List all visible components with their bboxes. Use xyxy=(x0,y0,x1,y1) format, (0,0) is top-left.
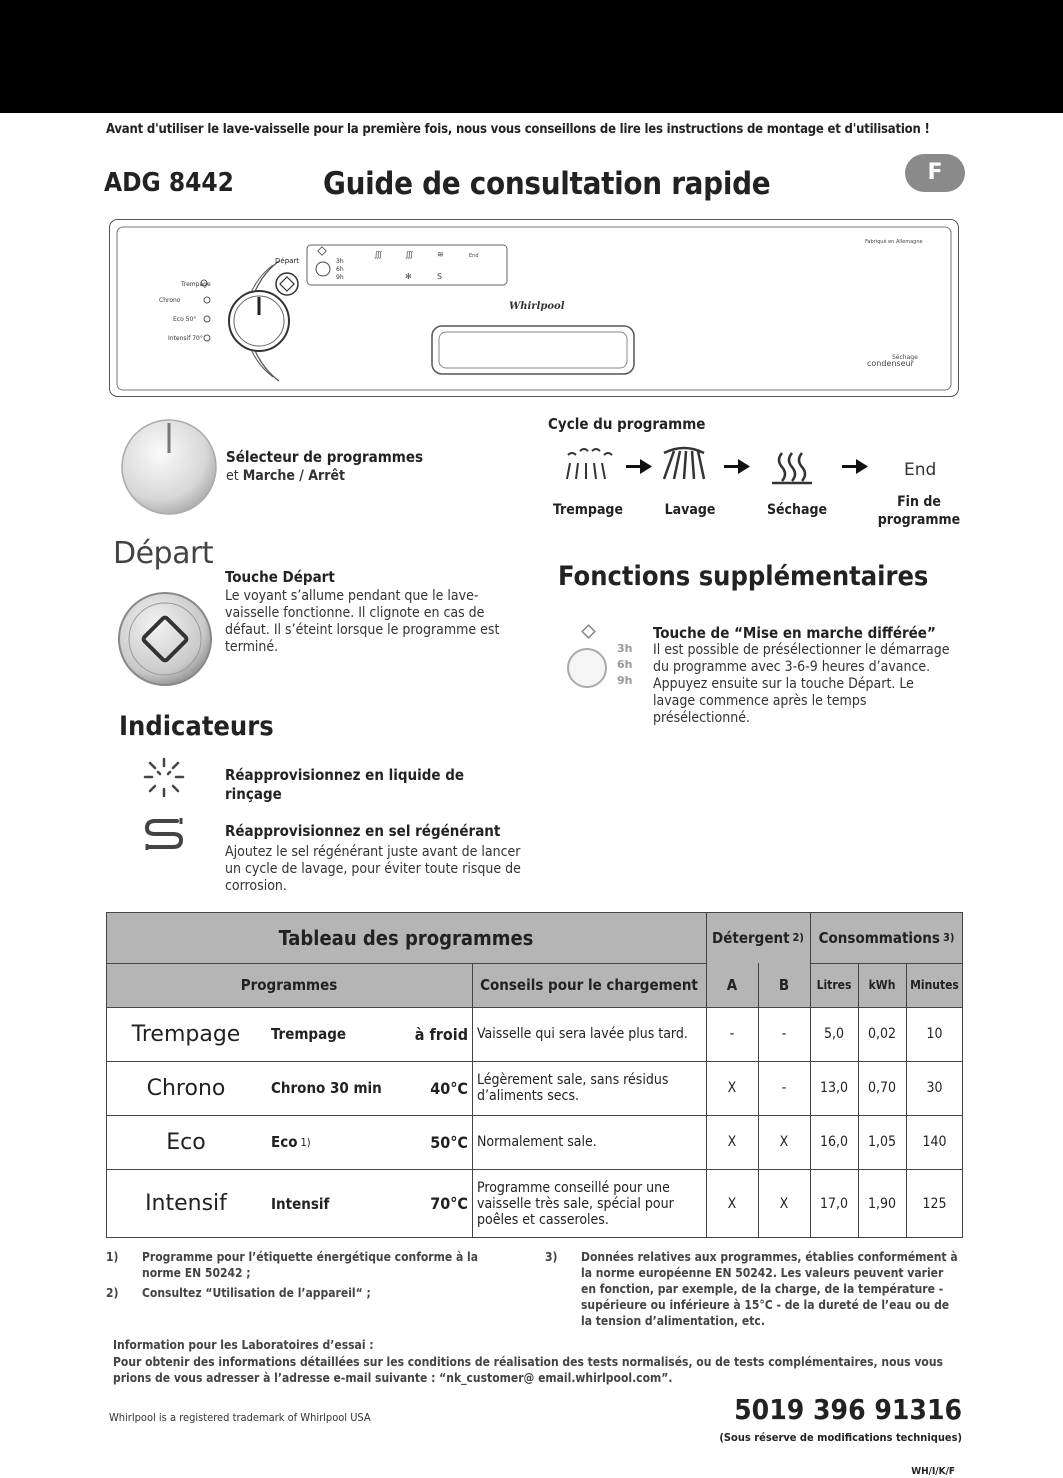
row-kwh: 1,05 xyxy=(867,1134,897,1150)
row-name: Trempage xyxy=(271,1025,347,1043)
control-panel-illustration xyxy=(109,219,959,397)
table-rule xyxy=(706,912,707,1238)
program-table xyxy=(106,912,963,1238)
row-minutes: 30 xyxy=(926,1080,943,1096)
row-temp: 70°C xyxy=(430,1194,468,1213)
cycle-step-fin: Fin de programme xyxy=(877,494,961,528)
panel-brand-logo: Whirlpool xyxy=(509,301,565,312)
consumption-label: Consommations xyxy=(818,928,940,947)
table-border xyxy=(106,1237,963,1238)
detergent-header xyxy=(706,912,810,963)
row-name: Chrono 30 min xyxy=(271,1079,382,1097)
panel-condenseur: condenseur xyxy=(867,359,914,368)
row-conseil: Normalement sale. xyxy=(477,1134,597,1150)
table-rule xyxy=(906,963,907,1238)
svg-text:∭: ∭ xyxy=(374,250,383,259)
table-rule xyxy=(858,963,859,1238)
table-rule xyxy=(106,1061,963,1062)
row-a: X xyxy=(727,1134,737,1150)
delayed-start-description: Il est possible de présélectionner le démarrage du programme avec 3-6-9 heures d’avance. Appuyez ensuite sur la touche Départ. Le lavage commence après le temps présélectionné. xyxy=(653,642,950,726)
labs-text: Pour obtenir des informations détaillées sur les conditions de réalisation des tests normalisés, ou de tests complémentaires, nous vous prions de vous adresser à l’adresse e-mail suivante : “nk_customer@ email.whirlpool.com”. xyxy=(113,1355,943,1385)
arrow-icon xyxy=(724,459,750,474)
row-kwh: 1,90 xyxy=(867,1195,897,1212)
col-kwh: kWh xyxy=(858,963,906,1007)
col-a: A xyxy=(706,963,758,1007)
footnote-num: 1) xyxy=(106,1250,119,1264)
svg-text:✻: ✻ xyxy=(405,272,412,281)
cycle-step-trempage: Trempage xyxy=(552,502,623,518)
salt-title: Réapprovisionnez en sel régénérant xyxy=(225,822,501,840)
row-litres: 17,0 xyxy=(819,1195,849,1212)
panel-depart-label: Départ xyxy=(275,257,300,265)
panel-delay-3h: 3h xyxy=(336,258,344,265)
selector-sub-bold: Marche / Arrêt xyxy=(242,468,346,484)
row-b: X xyxy=(779,1134,789,1150)
footnote-text: Données relatives aux programmes, établies conformément à la norme européenne EN 50242. Les valeurs peuvent varier en fonction, par exemple, de la charge, de la température - supérieure ou inférieure à 15°C - de la dureté de l’eau ou de la tension d’alimentation, etc. xyxy=(581,1250,958,1328)
row-a: X xyxy=(727,1195,737,1212)
panel-sechage: Séchage xyxy=(892,354,918,361)
document-code: WH/I/K/F xyxy=(911,1466,955,1477)
depart-description: Le voyant s’allume pendant que le lave-vaisselle fonctionne. Il clignote en cas de défaut. Il s’éteint lorsque le programme est terminé. xyxy=(225,588,500,655)
row-logo: Trempage xyxy=(131,1021,241,1047)
row-temp: à froid xyxy=(414,1024,468,1044)
table-rule xyxy=(758,963,759,1238)
row-conseil: Légèrement sale, sans résidus d’aliments secs. xyxy=(477,1072,669,1104)
page-title: Guide de consultation rapide xyxy=(323,166,771,202)
consumption-note: 3) xyxy=(942,931,955,944)
wash-icon xyxy=(664,448,704,479)
language-badge: F xyxy=(905,154,965,192)
trademark-note: Whirlpool is a registered trademark of Whirlpool USA xyxy=(109,1411,371,1424)
panel-delay-9h: 9h xyxy=(336,274,344,281)
row-minutes: 125 xyxy=(922,1195,947,1212)
row-temp: 40°C xyxy=(430,1078,468,1098)
row-logo: Chrono xyxy=(146,1075,226,1101)
table-rule xyxy=(472,963,473,1238)
delay-6h-label: 6h xyxy=(617,658,633,671)
reserve-note: (Sous réserve de modifications techniques) xyxy=(719,1431,962,1444)
row-minutes: 140 xyxy=(922,1134,947,1150)
depart-title: Touche Départ xyxy=(225,568,335,586)
model-number: ADG 8442 xyxy=(104,168,234,198)
cycle-diagram xyxy=(560,443,960,493)
row-litres: 5,0 xyxy=(823,1026,845,1042)
panel-program-eco: Eco 50° xyxy=(173,316,197,323)
top-banner xyxy=(0,0,1063,113)
row-kwh: 0,70 xyxy=(867,1080,897,1096)
depart-logo: Départ xyxy=(113,536,214,571)
rinse-aid-title: Réapprovisionnez en liquide de rinçage xyxy=(225,766,465,803)
selector-sub-pre: et xyxy=(226,468,243,484)
row-temp: 50°C xyxy=(430,1132,468,1152)
cycle-step-lavage: Lavage xyxy=(664,502,716,518)
row-logo: Eco xyxy=(166,1129,206,1155)
row-name-text: Eco xyxy=(271,1133,298,1151)
arrow-icon xyxy=(842,459,868,474)
row-name xyxy=(271,1115,411,1169)
cycle-title: Cycle du programme xyxy=(548,415,706,433)
dry-icon xyxy=(772,453,812,483)
table-border xyxy=(106,912,107,1238)
row-b: - xyxy=(781,1080,787,1096)
col-minutes: Minutes xyxy=(906,963,963,1007)
row-conseil: Vaisselle qui sera lavée plus tard. xyxy=(477,1026,688,1042)
table-rule xyxy=(106,963,706,964)
svg-text:≋: ≋ xyxy=(437,250,444,259)
table-border xyxy=(106,912,963,913)
row-kwh: 0,02 xyxy=(867,1026,897,1042)
panel-delay-6h: 6h xyxy=(336,266,344,273)
row-conseil: Programme conseillé pour une vaisselle très sale, spécial pour poêles et casseroles. xyxy=(477,1179,674,1228)
consumption-header xyxy=(810,912,963,963)
salt-description: Ajoutez le sel régénérant juste avant de lancer un cycle de lavage, pour éviter toute risque de corrosion. xyxy=(225,844,521,894)
svg-text:∭: ∭ xyxy=(405,250,414,259)
panel-program-chrono: Chrono xyxy=(159,297,181,304)
depart-button-icon xyxy=(113,590,217,688)
svg-text:S: S xyxy=(437,272,443,281)
row-name-note: 1) xyxy=(300,1135,311,1149)
rinse-aid-icon xyxy=(142,757,186,799)
footnote-num: 2) xyxy=(106,1286,119,1300)
row-b: - xyxy=(781,1026,787,1042)
col-programmes: Programmes xyxy=(106,963,472,1007)
soak-icon xyxy=(567,449,612,479)
selector-subtitle xyxy=(226,468,345,484)
selector-title: Sélecteur de programmes xyxy=(226,448,424,466)
row-logo: Intensif xyxy=(145,1191,227,1216)
panel-end-label: End xyxy=(469,253,479,259)
table-border xyxy=(962,912,963,1238)
table-rule xyxy=(106,1115,963,1116)
delayed-start-button-icon xyxy=(565,624,640,694)
cycle-end-icon: End xyxy=(904,460,937,480)
row-litres: 13,0 xyxy=(819,1080,849,1096)
labs-title: Information pour les Laboratoires d’essai : xyxy=(113,1338,374,1352)
footnote-num: 3) xyxy=(545,1250,558,1264)
table-title: Tableau des programmes xyxy=(106,912,706,963)
salt-icon xyxy=(141,815,187,853)
delay-3h-label: 3h xyxy=(617,642,633,655)
fonctions-title: Fonctions supplémentaires xyxy=(558,561,929,592)
delayed-start-title: Touche de “Mise en marche différée” xyxy=(653,624,936,642)
panel-made-in: Fabriqué en Allemagne xyxy=(865,239,923,245)
panel-program-intensif: Intensif 70° xyxy=(168,335,203,342)
table-rule xyxy=(106,1169,963,1170)
indicateurs-title: Indicateurs xyxy=(119,711,274,742)
row-b: X xyxy=(779,1195,789,1212)
program-selector-knob-icon xyxy=(117,417,221,517)
row-a: X xyxy=(727,1080,737,1096)
row-name: Intensif xyxy=(271,1194,330,1213)
footnote-text: Consultez “Utilisation de l’appareil“ ; xyxy=(142,1286,371,1300)
col-b: B xyxy=(758,963,810,1007)
row-minutes: 10 xyxy=(926,1026,943,1042)
arrow-icon xyxy=(626,459,652,474)
row-litres: 16,0 xyxy=(819,1134,849,1150)
cycle-step-sechage: Séchage xyxy=(766,502,828,518)
table-rule xyxy=(810,912,811,1238)
col-conseils: Conseils pour le chargement xyxy=(472,963,706,1007)
part-number: 5019 396 91316 xyxy=(734,1393,962,1426)
table-rule xyxy=(810,963,963,964)
row-a: - xyxy=(729,1026,735,1042)
detergent-note: 2) xyxy=(792,931,804,944)
panel-program-trempage: Trempage xyxy=(181,281,211,288)
col-litres: Litres xyxy=(810,963,858,1007)
table-rule xyxy=(106,1007,963,1008)
detergent-label: Détergent xyxy=(712,928,790,947)
delay-9h-label: 9h xyxy=(617,674,633,687)
warning-text: Avant d'utiliser le lave-vaisselle pour la première fois, nous vous conseillons de lire les instructions de montage et d'utilisation ! xyxy=(106,122,930,137)
footnote-text: Programme pour l’étiquette énergétique conforme à la norme EN 50242 ; xyxy=(142,1250,478,1280)
